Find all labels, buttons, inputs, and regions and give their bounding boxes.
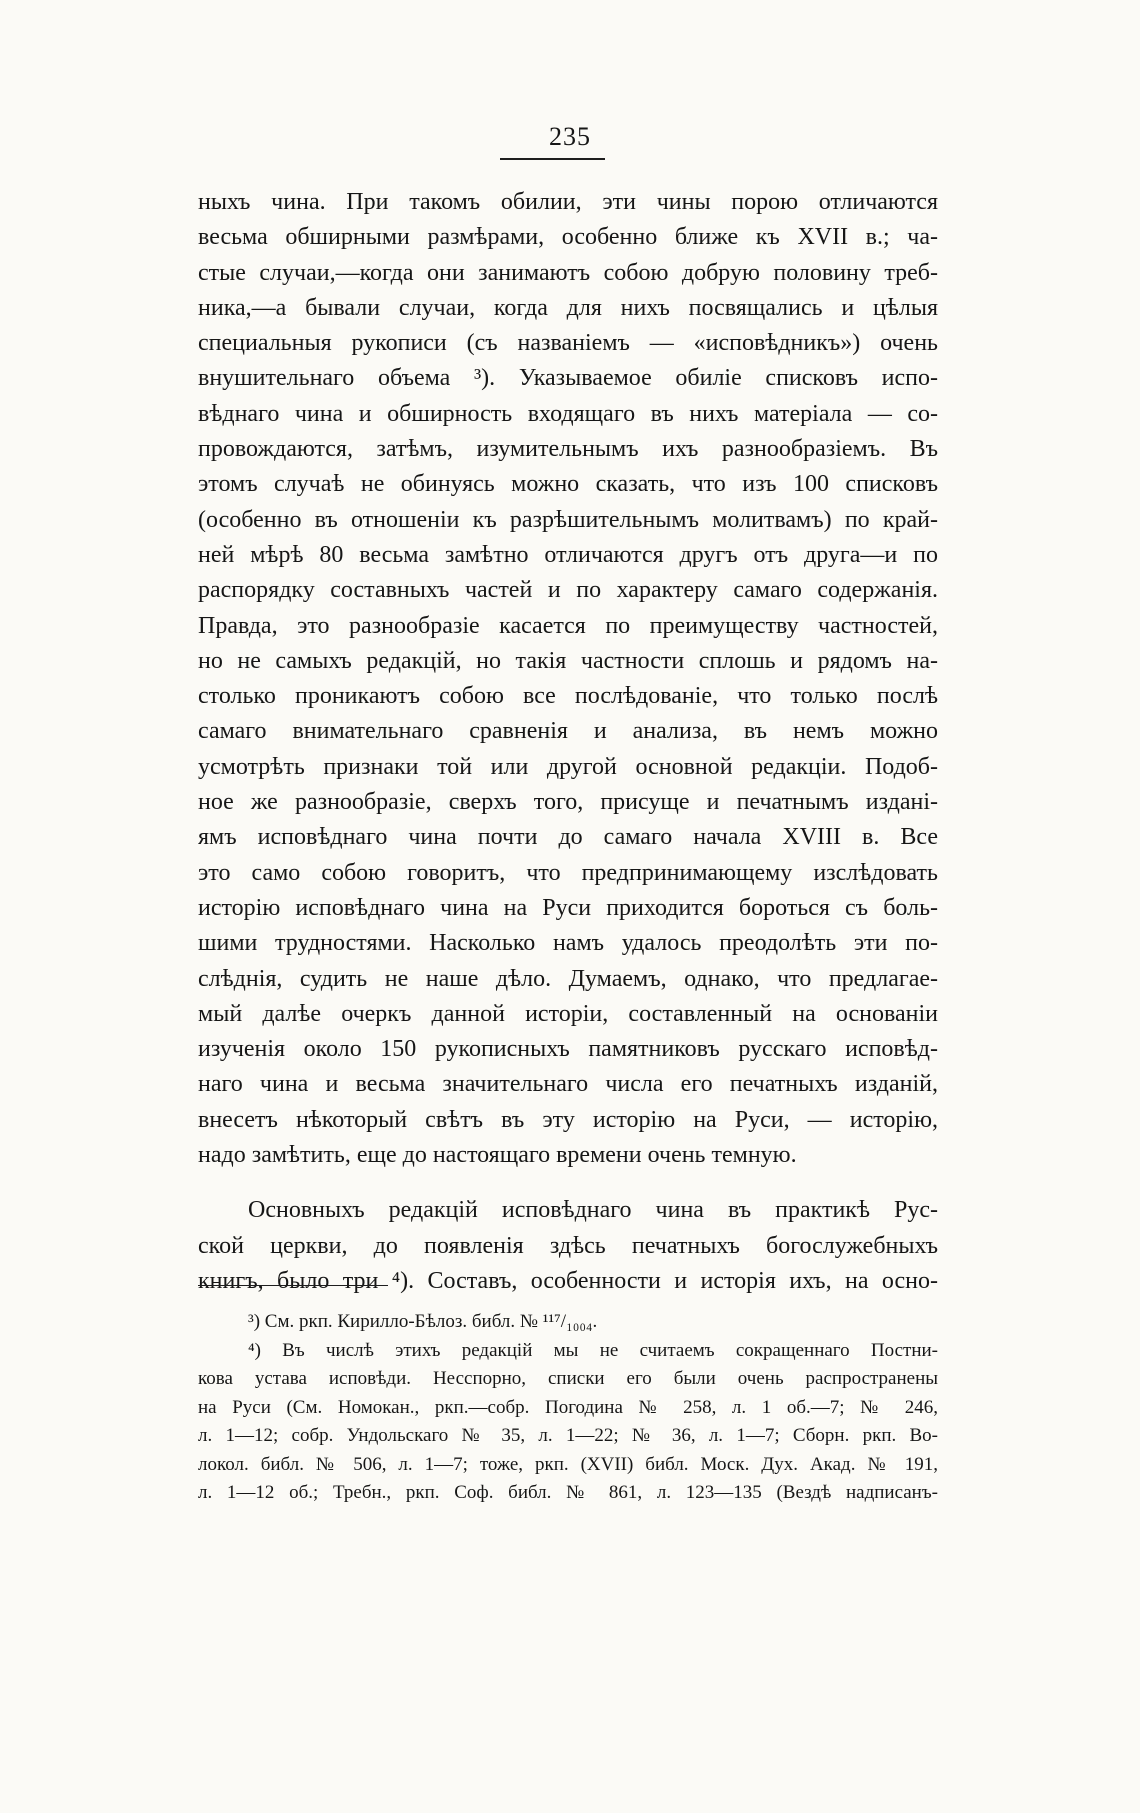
text-line: Основныхъ редакцій исповѣднаго чина въ практикѣ Рус- (248, 1197, 938, 1224)
text-line: усмотрѣть признаки той или другой основной редакціи. Подоб- (198, 753, 938, 780)
text-line: столько проникаютъ собою все послѣдованіе, что только послѣ (198, 683, 938, 710)
text-line: это само собою говоритъ, что предпринимающему изслѣдовать (198, 859, 938, 886)
footnote-4 (198, 1337, 938, 1508)
text-line: книгъ, было три ⁴). Составъ, особенности и исторія ихъ, на осно- (198, 1267, 938, 1294)
footnote-rule (198, 1285, 388, 1286)
text-line: изученія около 150 рукописныхъ памятниковъ русскаго исповѣд- (198, 1036, 938, 1063)
text-line: провождаются, затѣмъ, изумительнымъ ихъ разнообразіемъ. Въ (198, 436, 938, 463)
text-line: слѣднія, судить не наше дѣло. Думаемъ, однако, что предлагае- (198, 965, 938, 992)
text-line: внесетъ нѣкоторый свѣтъ въ эту исторію на Руси, — исторію, (198, 1106, 938, 1133)
text-line: шими трудностями. Насколько намъ удалось преодолѣть эти по- (198, 930, 938, 957)
text-line: ямъ исповѣднаго чина почти до самаго начала XVIII в. Все (198, 824, 938, 851)
text-line: надо замѣтить, еще до настоящаго времени очень темную. (198, 1142, 797, 1169)
text-line: весьма обширными размѣрами, особенно ближе къ XVII в.; ча- (198, 224, 938, 251)
paragraph-2 (198, 1193, 938, 1299)
text-line: ской церкви, до появленія здѣсь печатныхъ богослужебныхъ (198, 1232, 938, 1259)
text-line: специальныя рукописи (съ названіемъ — «исповѣдникъ») очень (198, 330, 938, 357)
text-line: ное же разнообразіе, сверхъ того, присуще и печатнымъ издані- (198, 789, 938, 816)
body-text (198, 185, 938, 1299)
page-number: 235 (549, 122, 591, 151)
text-line: наго чина и весьма значительнаго числа его печатныхъ изданій, (198, 1071, 938, 1098)
footnote-line: ⁴) Въ числѣ этихъ редакцій мы не считаемъ сокращеннаго Постни- (248, 1339, 938, 1361)
footnote-3: ³) См. ркп. Кирилло-Бѣлоз. библ. № ¹¹⁷/₁₀₀₄. (248, 1311, 598, 1332)
footnote-line: л. 1—12; собр. Ундольскаго № 35, л. 1—22; № 36, л. 1—7; Сборн. ркп. Во- (198, 1425, 938, 1446)
text-line: мый далѣе очеркъ данной исторіи, составленный на основаніи (198, 1000, 938, 1027)
paragraph-gap (198, 1173, 938, 1193)
text-line: ника,—а бывали случаи, когда для нихъ посвящались и цѣлыя (198, 294, 938, 321)
footnote-line: кова устава исповѣди. Несспорно, списки его были очень распространены (198, 1368, 938, 1389)
text-line: ней мѣрѣ 80 весьма замѣтно отличаются другъ отъ друга—и по (198, 541, 938, 568)
text-line: внушительнаго объема ³). Указываемое обиліе списковъ испо- (198, 365, 938, 392)
footnotes (198, 1308, 938, 1508)
text-line: самаго внимательнаго сравненія и анализа, въ немъ можно (198, 718, 938, 745)
text-line: этомъ случаѣ не обинуясь можно сказать, что изъ 100 списковъ (198, 471, 938, 498)
footnote-line: л. 1—12 об.; Требн., ркп. Соф. библ. № 861, л. 123—135 (Вездѣ надписанъ- (198, 1482, 938, 1503)
footnote-line: локол. библ. № 506, л. 1—7; тоже, ркп. (XVII) библ. Моск. Дух. Акад. № 191, (198, 1453, 938, 1475)
paragraph-1 (198, 185, 938, 1173)
footnote-line: на Руси (См. Номокан., ркп.—собр. Погодина № 258, л. 1 об.—7; № 246, (198, 1396, 938, 1418)
text-line: распорядку составныхъ частей и по характеру самаго содержанія. (198, 577, 938, 604)
text-line: (особенно въ отношеніи къ разрѣшительнымъ молитвамъ) по край- (198, 506, 938, 533)
header-rule (500, 158, 605, 160)
text-line: вѣднаго чина и обширность входящаго въ нихъ матеріала — со- (198, 400, 938, 427)
text-line: исторію исповѣднаго чина на Руси приходится бороться съ боль- (198, 894, 938, 921)
text-line: ныхъ чина. При такомъ обилии, эти чины порою отличаются (198, 189, 938, 215)
text-line: но не самыхъ редакцій, но такія частности сплошь и рядомъ на- (198, 647, 938, 674)
text-line: Правда, это разнообразіе касается по преимуществу частностей, (198, 612, 938, 639)
text-line: стые случаи,—когда они занимаютъ собою добрую половину треб- (198, 259, 938, 286)
